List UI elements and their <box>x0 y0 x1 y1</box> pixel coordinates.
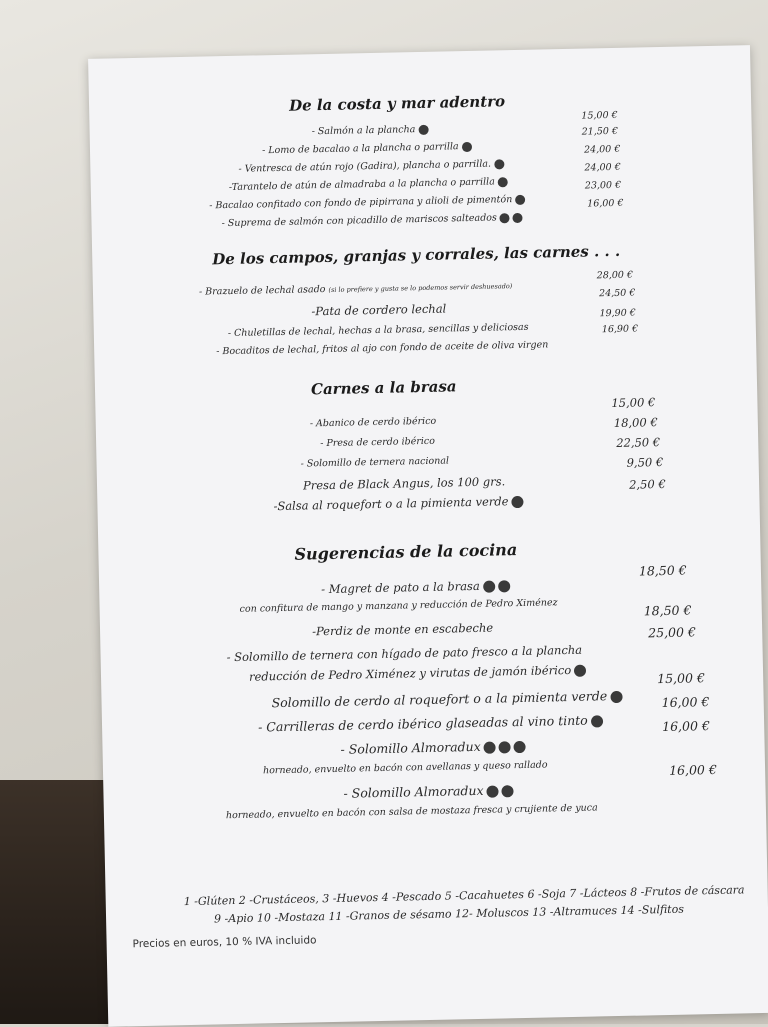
item-name: - Magret de pato a la brasa <box>321 578 480 597</box>
item-name: - Lomo de bacalao a la plancha o parrilla <box>261 141 459 157</box>
item-name: - Brazuelo de lechal asado <box>198 284 326 298</box>
allergen-icon <box>499 741 511 753</box>
item-price: 16,00 € <box>587 197 624 210</box>
allergen-icon <box>513 212 523 222</box>
item-price: 24,00 € <box>584 161 621 174</box>
item-description: con confitura de mango y manzana y reducción de Pedro Ximénez <box>239 597 558 615</box>
item-name: -Salsa al roquefort o a la pimienta verde <box>273 494 509 514</box>
item-name: -Tarantelo de atún de almadraba a la plancha o parrilla <box>228 176 495 194</box>
menu-item: -Perdiz de monte en escabeche <box>311 620 494 639</box>
allergen-icon <box>500 213 510 223</box>
item-price: 2,50 € <box>628 476 666 492</box>
section-title: De los campos, granjas y corrales, las carnes . . . <box>212 241 621 269</box>
item-desc-text: reducción de Pedro Ximénez y virutas de jamón ibérico <box>248 662 572 684</box>
item-price: 18,50 € <box>643 602 692 619</box>
item-description <box>249 663 586 684</box>
allergen-icon <box>486 785 498 797</box>
menu-item: -Pata de cordero lechal <box>311 301 447 319</box>
item-name: - Salmón a la plancha <box>311 124 416 138</box>
item-description: horneado, envuelto en bacón con avellanas y queso rallado <box>262 759 548 777</box>
allergen-icon <box>610 690 622 702</box>
item-price: 18,00 € <box>613 415 658 430</box>
item-name: - Ventresca de atún rojo (Gadira), plancha o parrilla. <box>238 158 492 175</box>
allergen-icon <box>574 665 586 677</box>
allergen-icon <box>515 194 525 204</box>
item-price: 9,50 € <box>626 454 664 470</box>
section-title: Sugerencias de la cocina <box>294 540 518 564</box>
item-name: - Solomillo Almoradux <box>340 738 481 757</box>
menu-item <box>343 782 513 801</box>
menu-sheet <box>88 45 768 1027</box>
item-price: 19,90 € <box>599 307 636 320</box>
menu-item: - Chuletillas de lechal, hechas a la brasa, sencillas y deliciosas <box>227 321 529 340</box>
price-note: Precios en euros, 10 % IVA incluido <box>132 934 317 951</box>
item-price: 18,50 € <box>638 562 687 579</box>
item-name: - Carrilleras de cerdo ibérico glaseadas al vino tinto <box>257 712 588 735</box>
item-name: Solomillo de cerdo al roquefort o a la pimienta verde <box>271 688 608 711</box>
allergen-icon <box>483 581 495 593</box>
menu-item: - Presa de cerdo ibérico <box>320 435 436 450</box>
allergen-icon <box>498 580 510 592</box>
section-title: Carnes a la brasa <box>310 377 457 399</box>
allergen-legend-line: 1 -Glúten 2 -Crustáceos, 3 -Huevos 4 -Pescado 5 -Cacahuetes 6 -Soja 7 -Lácteos 8 -Frutos de cáscara <box>183 883 745 909</box>
menu-item <box>258 712 603 734</box>
menu-item <box>262 141 472 156</box>
menu-item <box>340 738 525 757</box>
item-note: (si lo prefiere y gusta se lo podemos servir deshuesado) <box>328 282 513 294</box>
allergen-icon <box>498 177 508 187</box>
item-price: 15,00 € <box>611 395 656 411</box>
item-price: 16,00 € <box>662 718 711 735</box>
allergen-icon <box>484 741 496 753</box>
item-name: - Bacalao confitado con fondo de pipirrana y alioli de pimentón <box>209 194 513 212</box>
menu-item <box>221 212 522 229</box>
item-price: 22,50 € <box>616 435 661 450</box>
menu-item: Presa de Black Angus, los 100 grs. <box>302 474 506 493</box>
item-price: 16,90 € <box>601 323 639 336</box>
menu-item: - Solomillo de ternera nacional <box>300 455 450 470</box>
allergen-icon <box>514 740 526 752</box>
item-description: horneado, envuelto en bacón con salsa de mostaza fresca y crujiente de yuca <box>225 802 598 822</box>
item-price: 24,00 € <box>583 143 621 156</box>
menu-item <box>199 280 513 298</box>
menu-item <box>209 194 525 212</box>
item-price: 24,50 € <box>598 287 636 300</box>
menu-item <box>312 124 429 137</box>
item-price: 16,00 € <box>668 761 717 778</box>
item-price: 15,00 € <box>581 109 618 122</box>
menu-item <box>271 688 622 710</box>
menu-item: - Solomillo de ternera con hígado de pato fresco a la plancha <box>226 642 583 665</box>
item-price: 16,00 € <box>661 694 710 711</box>
allergen-icon <box>511 496 523 508</box>
allergen-icon <box>501 785 513 797</box>
item-price: 15,00 € <box>657 670 706 687</box>
menu-item: - Bocaditos de lechal, fritos al ajo con fondo de aceite de oliva virgen <box>216 339 549 358</box>
item-price: 28,00 € <box>596 269 634 282</box>
item-price: 25,00 € <box>648 624 697 641</box>
allergen-icon <box>418 124 428 134</box>
section-title: De la costa y mar adentro <box>288 92 506 115</box>
menu-item: - Abanico de cerdo ibérico <box>309 415 437 430</box>
menu-item <box>273 494 523 513</box>
item-price: 21,50 € <box>581 125 619 138</box>
item-price: 23,00 € <box>584 179 622 192</box>
menu-item <box>321 578 510 596</box>
menu-item <box>229 176 508 193</box>
allergen-icon <box>494 159 504 169</box>
allergen-legend-line: 9 -Apio 10 -Mostaza 11 -Granos de sésamo 12- Moluscos 13 -Altramuces 14 -Sulfitos <box>213 902 685 926</box>
allergen-icon <box>591 715 603 727</box>
allergen-icon <box>462 141 472 151</box>
item-name: - Solomillo Almoradux <box>343 782 484 801</box>
menu-item <box>238 158 504 175</box>
item-name: - Suprema de salmón con picadillo de mariscos salteados <box>221 212 497 230</box>
